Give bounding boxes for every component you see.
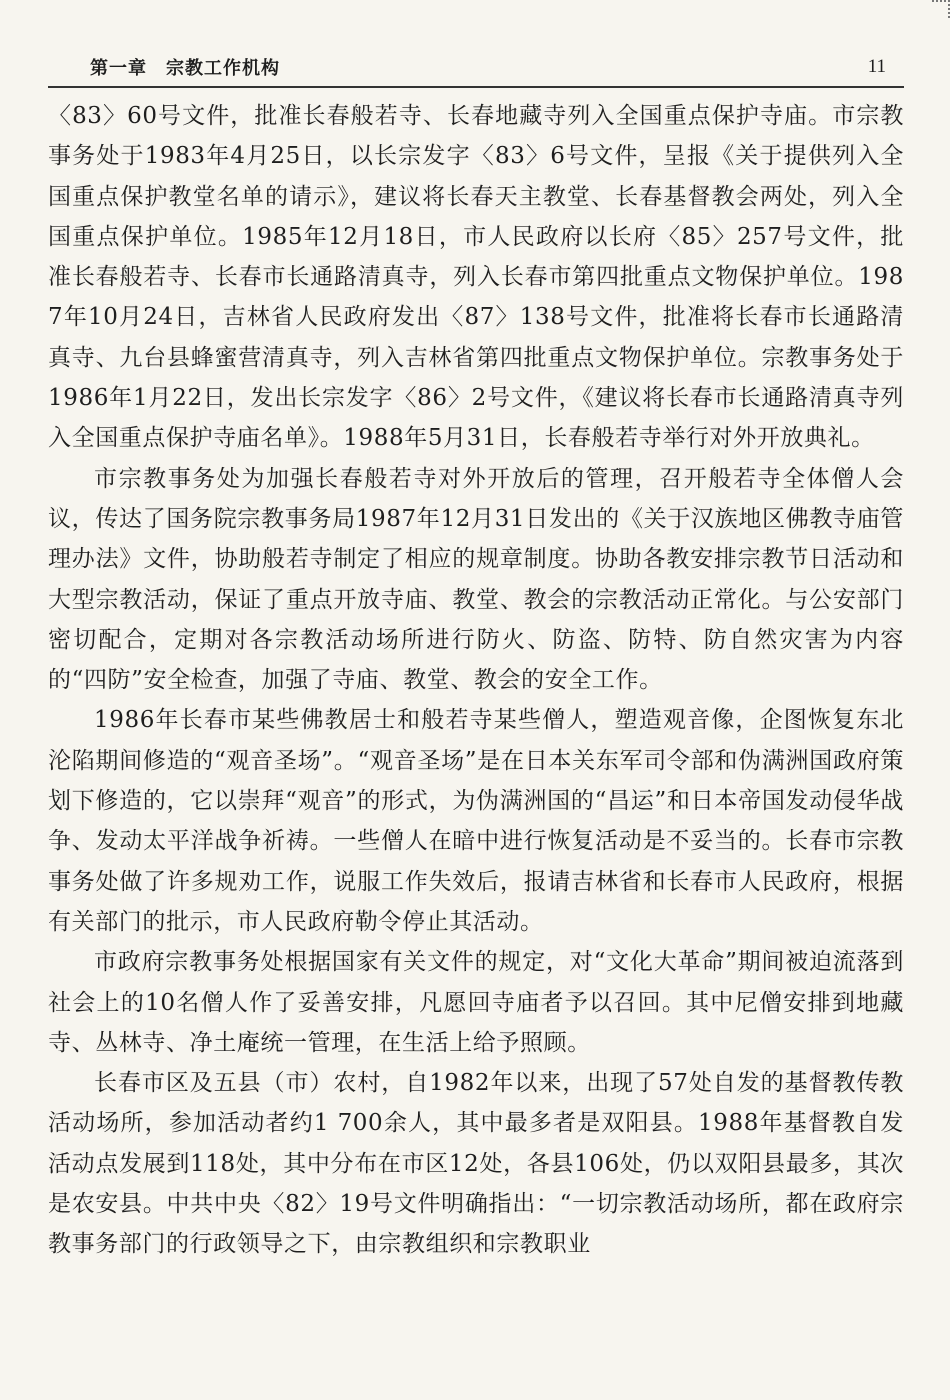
header-rule [48, 86, 904, 88]
paragraph: 长春市区及五县（市）农村，自1982年以来，出现了57处自发的基督教传教活动场所，参加活动者约1 700余人，其中最多者是双阳县。1988年基督教自发活动点发展到118处，其中分布在市区12处，各县106处，仍以双阳县最多，其次是农安县。中共中央〈82〉19号文件明确指出：“一切宗教活动场所，都在政府宗教事务部门的行政领导之下，由宗教组织和宗教职业 [48, 1070, 904, 1258]
chapter-title: 第一章 宗教工作机构 [90, 58, 280, 79]
scan-corner-mark [932, 0, 950, 18]
paragraph: 1986年长春市某些佛教居士和般若寺某些僧人，塑造观音像，企图恢复东北沦陷期间修造的“观音圣场”。“观音圣场”是在日本关东军司令部和伪满洲国政府策划下修造的，它以崇拜“观音”的形式，为伪满洲国的“昌运”和日本帝国发动侵华战争、发动太平洋战争祈祷。一些僧人在暗中进行恢复活动是不妥当的。长春市宗教事务处做了许多规劝工作，说服工作失效后，报请吉林省和长春市人民政府，根据有关部门的批示，市人民政府勒令停止其活动。 [48, 707, 904, 935]
running-header [48, 42, 904, 86]
page-number: 11 [867, 56, 886, 77]
paragraph: 市政府宗教事务处根据国家有关文件的规定，对“文化大革命”期间被迫流落到社会上的10名僧人作了妥善安排，凡愿回寺庙者予以召回。其中尼僧安排到地藏寺、丛林寺、净土庵统一管理，在生活上给予照顾。 [48, 949, 904, 1056]
paragraph: 市宗教事务处为加强长春般若寺对外开放后的管理，召开般若寺全体僧人会议，传达了国务院宗教事务局1987年12月31日发出的《关于汉族地区佛教寺庙管理办法》文件，协助般若寺制定了相应的规章制度。协助各教安排宗教节日活动和大型宗教活动，保证了重点开放寺庙、教堂、教会的宗教活动正常化。与公安部门密切配合，定期对各宗教活动场所进行防火、防盗、防特、防自然灾害为内容的“四防”安全检查，加强了寺庙、教堂、教会的安全工作。 [48, 465, 904, 694]
body-text [48, 96, 904, 1392]
paragraph-continued: 〈83〉60号文件，批准长春般若寺、长春地藏寺列入全国重点保护寺庙。市宗教事务处于1983年4月25日，以长宗发字〈83〉6号文件，呈报《关于提供列入全国重点保护教堂名单的请示》，建议将长春天主教堂、长春基督教会两处，列入全国重点保护单位。1985年12月18日，市人民政府以长府〈85〉257号文件，批准长春般若寺、长春市长通路清真寺，列入长春市第四批重点文物保护单位。1987年10月24日，吉林省人民政府发出〈87〉138号文件，批准将长春市长通路清真寺、九台县蜂蜜营清真寺，列入吉林省第四批重点文物保护单位。宗教事务处于1986年1月22日，发出长宗发字〈86〉2号文件，《建议将长春市长通路清真寺列入全国重点保护寺庙名单》。1988年5月31日，长春般若寺举行对外开放典礼。 [48, 103, 904, 452]
